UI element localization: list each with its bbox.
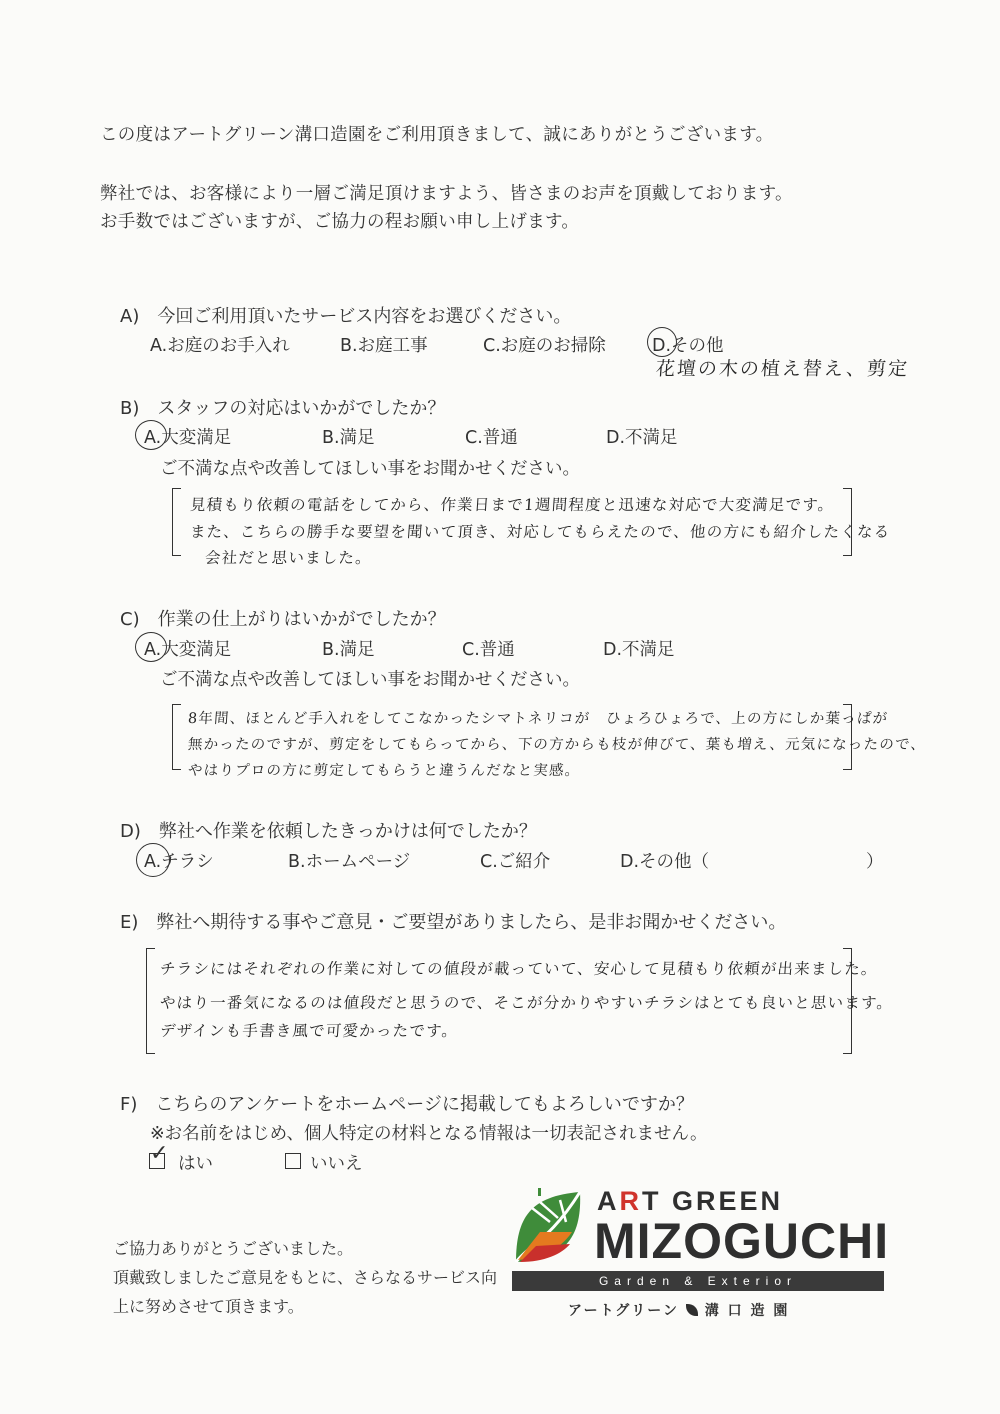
qa-other-answer: 花壇の木の植え替え、剪定	[655, 358, 910, 380]
intro-line-3: お手数ではございますが、ご協力の程お願い申し上げます。	[100, 212, 580, 232]
qc-selection-circle	[135, 632, 167, 662]
qb-prompt: ご不満な点や改善してほしい事をお聞かせください。	[160, 459, 580, 479]
logo-jp-right: 溝 口 造 園	[704, 1303, 790, 1319]
qc-comment-line-3: やはりプロの方に剪定してもらうと違うんだなと実感。	[187, 763, 581, 779]
qc-comment-bracket-left	[172, 704, 181, 770]
qc-option-a[interactable]: A.大変満足	[144, 640, 232, 660]
qe-comment-line-2: やはり一番気になるのは値段だと思うので、そこが分かりやすいチラシはとても良いと思います。	[159, 994, 894, 1012]
qa-option-b[interactable]: B.お庭工事	[340, 336, 428, 356]
qb-comment-line-2: また、こちらの勝手な要望を聞いて頂き、対応してもらえたので、他の方にも紹介したくなる	[189, 523, 892, 541]
closing-line-3: 上に努めさせて頂きます。	[113, 1297, 304, 1316]
logo-art-r: R	[619, 1186, 642, 1216]
qf-no-label[interactable]: いいえ	[310, 1154, 363, 1174]
qb-comment-line-1: 見積もり依頼の電話をしてから、作業日まで1週間程度と迅速な対応で大変満足です。	[189, 496, 835, 514]
qf-no-checkbox[interactable]	[285, 1153, 301, 1169]
logo-japanese	[568, 1300, 789, 1320]
qa-option-a[interactable]: A.お庭のお手入れ	[150, 336, 290, 356]
qe-comment-line-1: チラシにはそれぞれの作業に対しての値段が載っていて、安心して見積もり依頼が出来ました。	[159, 960, 879, 978]
qa-option-c[interactable]: C.お庭のお掃除	[483, 336, 606, 356]
question-c: C) 作業の仕上がりはいかがでしたか？	[120, 609, 446, 630]
check-mark-icon: ✓	[150, 1141, 169, 1166]
question-f: F) こちらのアンケートをホームページに掲載してもよろしいですか？	[120, 1094, 694, 1115]
qb-option-a[interactable]: A.大変満足	[144, 428, 232, 448]
qb-comment-line-3: 会社だと思いました。	[204, 549, 373, 567]
logo-mizoguchi: MIZOGUCHI	[594, 1213, 890, 1269]
qd-option-d[interactable]: D.その他（	[620, 852, 710, 872]
small-leaf-icon	[686, 1304, 698, 1316]
qe-comment-bracket-left	[146, 948, 155, 1054]
qd-option-c[interactable]: C.ご紹介	[480, 852, 551, 872]
logo-art-a: A	[597, 1186, 620, 1216]
qd-option-b[interactable]: B.ホームページ	[288, 852, 411, 872]
qc-comment-line-2: 無かったのですが、剪定をしてもらってから、下の方からも枝が伸びて、葉も増え、元気になったので、	[187, 737, 927, 753]
qb-selection-circle	[135, 420, 167, 450]
question-b: B) スタッフの対応はいかがでしたか？	[120, 398, 446, 419]
logo-art-rest: T GREEN	[642, 1186, 784, 1216]
qb-option-c[interactable]: C.普通	[465, 428, 518, 448]
question-d: D) 弊社へ作業を依頼したきっかけは何でしたか？	[120, 821, 537, 842]
intro-line-1: この度はアートグリーン溝口造園をご利用頂きまして、誠にありがとうございます。	[100, 125, 774, 145]
qb-option-d[interactable]: D.不満足	[606, 428, 678, 448]
closing-line-1: ご協力ありがとうございました。	[113, 1239, 354, 1258]
qc-prompt: ご不満な点や改善してほしい事をお聞かせください。	[160, 670, 580, 690]
qc-option-d[interactable]: D.不満足	[603, 640, 675, 660]
qf-yes-label[interactable]: はい	[178, 1154, 213, 1174]
question-a: A) 今回ご利用頂いたサービス内容をお選びください。	[120, 306, 572, 327]
qd-selection-circle	[136, 843, 170, 877]
logo-tagline: Garden & Exterior	[512, 1271, 884, 1291]
qc-option-c[interactable]: C.普通	[462, 640, 515, 660]
qd-option-d-close: ）	[866, 852, 884, 872]
qc-option-b[interactable]: B.満足	[322, 640, 375, 660]
qc-comment-line-1: 8年間、ほとんど手入れをしてこなかったシマトネリコが ひょろひょろで、上の方にしか葉っぱが	[187, 711, 889, 727]
qa-selection-circle	[647, 327, 677, 357]
question-e: E) 弊社へ期待する事やご意見・ご要望がありましたら、是非お聞かせください。	[120, 912, 787, 933]
qb-option-b[interactable]: B.満足	[322, 428, 375, 448]
qe-comment-line-3: デザインも手書き風で可愛かったです。	[159, 1022, 459, 1040]
leaf-logo-icon	[510, 1188, 586, 1268]
qa-option-d[interactable]: D.その他	[652, 336, 724, 356]
closing-line-2: 頂戴致しましたご意見をもとに、さらなるサービス向	[113, 1268, 498, 1287]
qb-comment-bracket-left	[172, 488, 181, 556]
qd-option-a[interactable]: A.チラシ	[144, 852, 214, 872]
logo-jp-left: アートグリーン	[568, 1303, 680, 1319]
qf-note: ※お名前をはじめ、個人特定の材料となる情報は一切表記されません。	[150, 1124, 708, 1144]
intro-line-2: 弊社では、お客様により一層ご満足頂けますよう、皆さまのお声を頂戴しております。	[100, 184, 793, 204]
